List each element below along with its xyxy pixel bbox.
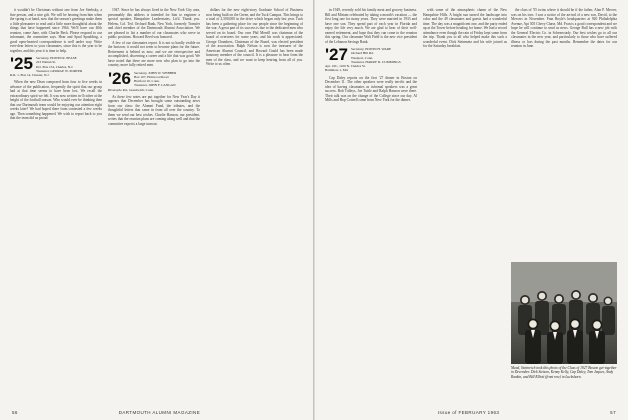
right-column-1 xyxy=(325,8,417,400)
address-line: Hartford 10, Conn. xyxy=(133,79,160,84)
left-page xyxy=(0,0,313,420)
address-line: Westport, Conn. xyxy=(350,55,373,60)
secretary-line: Secretary, EDWIN R. PEASE xyxy=(35,56,77,60)
address-line: R.R. 1, Box 14, Chester, N.J. xyxy=(10,73,50,78)
column-text: dollars for the new eight-story Graduate School of Business now being built on the Green, and the Tuck Campus. This brings to a total of 2,500,000 in the drive which began only last year. Tuck has been a gathering place for our people since the beginning of the war. A great part of its success is due to the dedicated men who served on its board. Our own Phil Merrill was chairman of the board of overseers for some years, and his work is appreciated. George Chambers, Chairman of the Board, was elected president of the association. Ralph Nelson is now the treasurer of the American Alumni Council, and Howard Gould has been made honorary member of the council. It is a pleasure to hear from the men of the class, and we want to keep hearing from all of you. Write to us often. xyxy=(206,8,303,66)
address-line: Riversyde Rd., Greenwich, Conn. xyxy=(108,87,154,92)
treasurer-line: Treasurer, JOHN F. LANGAN xyxy=(133,83,176,88)
address-line: 223 Walnut St. xyxy=(35,60,57,65)
column-text: the class of '55 twins where it should be if the father, Alan P. Mercer, was on his toes. I saw a notice of the arrival of a new son, David, to the Mercers in November. Fran Boyle's headquarters at 920 Philadelphia Avenue, Apt 505 Chevy Chase, Md. Fran is a good correspondent and we hope he will continue to send us news. George Bull has a new job with the General Electric Co. in Schenectady. Our best wishes go to all our classmates in the new year, and particularly to those who have suffered illness or loss during the past months. Remember the dates for our reunion in June. xyxy=(511,8,617,48)
address-line: Orchard Hill Rd. xyxy=(350,51,374,56)
class-year: '27 xyxy=(325,47,348,64)
page-footer xyxy=(12,410,301,415)
column-text: When the new Dean composed from four to five weeks in advance of the publication, frequently the spirit that our group had at that time seems to have been lost. We recall the extraordinary spirit we felt. It was now written in October at the height of the football season. Who would ever be thinking then that our Dartmouth team would be enjoying our attention eight weeks later? We had hoped there from contested a few weeks ago. Then something happened. We wish to report back to you that the team did us proud. xyxy=(10,80,102,121)
class-header-1926 xyxy=(108,71,200,92)
page-number: 57 xyxy=(610,410,616,415)
magazine-title: DARTMOUTH ALUMNI MAGAZINE xyxy=(118,410,201,415)
column-text: in 1949, recently sold his family meat and grocery business. Bill and Miriam celebrated by taking a month's vacation — the first long one for many years. They were married in 1933 and have one son. They spend part of each year in Florida and enjoy the life very much. We are glad to hear of their well-earned retirement, and hope that they can come to the reunion this spring. Our classmate Walt Field is the new vice president of the Lebanon Savings Bank. xyxy=(325,8,417,44)
right-column-2 xyxy=(423,8,507,400)
class-group-photo xyxy=(511,262,617,364)
secretary-line: Secretary, EDWIN H. WARE xyxy=(350,47,392,51)
address-line: P.O. Box 154, Charles, N.J. xyxy=(35,64,74,69)
column-text: Cap Daley reports on the first '27 dinner in Boston on December 11. The other speakers were really terrific and the idea of having classmates as informal speakers was a great success. Bob Tulleys, Joe Tuttle and Ralph Hanson were there. Their talk was on the change of the College since our day. Al Mills and Hop Cottrell came from New York for the dinner. xyxy=(325,75,417,103)
right-column-3 xyxy=(511,8,617,256)
treasurer-line: Treasurer, HARRY D. CUMMINGS xyxy=(350,59,401,64)
secretary-line: Secretary, JOHN W. WEBBER xyxy=(133,70,177,75)
treasurer-line: Treasurer, GEORGE W. PORTER xyxy=(35,68,83,73)
left-column-3 xyxy=(206,8,303,400)
column-text: A few of our classmates report. It is not so hardly visible on the horizon; it would not seem to become plans for the future. Retirement is behind us now, and we are retrospective and accomplished, discerning a career and a life that was good. We have noted that there are more now who plan to go into the country, more fully retired men. xyxy=(108,40,200,67)
class-header-1925 xyxy=(10,56,102,77)
issue-date: Issue of FEBRUARY 1963 xyxy=(437,410,500,415)
page-footer xyxy=(327,410,616,415)
column-text: 1947. Since he has always lived in the New York City area, presumably this address is intended for him to engineer a special speaker, Hampshire Leaderstates, Lti'd. Thank you. Helens, Col. Ted. Orchard Bank, New York, formerly Transfer and chief member of the Dartmouth Alumni Association. We are pleased to list a number of our classmates who serve in public positions. Howard Reed was honored. xyxy=(108,8,200,39)
left-column-1 xyxy=(10,8,102,400)
address-line: Box 107, Elmwood Road xyxy=(133,74,169,79)
address-line: Baltimore 1, Md. xyxy=(325,68,349,73)
column-text: As these few notes are put together for New Year's Day it appears that December has brought some outstanding news from our class: the Alumni Fund, the tributes, and the thoughtful letters that came in from all over the country. To them we send our best wishes. Charlie Hanson, our president, writes that the reunion plans are coming along well and that the committee expects a large turnout. xyxy=(108,94,200,126)
column-text: with some of the atmospheric charm of the New Hampshire Hills. A bright sun turned the landscape into color and the 49 classmates and guests had a wonderful time. The day was a magnificent one, and the party ended up at the Tower before heading for home. We had a record attendance even though the rain of Friday kept some from the trip. Thank you to all who helped make this such a wonderful event. Dick Steinmetz and his wife joined us for the Saturday breakfast. xyxy=(423,8,507,48)
class-header-1927 xyxy=(325,47,417,73)
right-page xyxy=(315,0,628,420)
page-number: 56 xyxy=(12,410,18,415)
class-year: '26 xyxy=(108,70,131,88)
photo-caption: Mead, Steinreich took this photo of the Class of 1927 Boston get-together in December. Dick Stetson, Kenny Kelly, Cap Daley, Tom Jaques, Andy Rankin, and Bill Elliott (front row) in Luckshorn. xyxy=(511,366,617,379)
class-year: '25 xyxy=(10,56,33,73)
column-text: it wouldn't be Christmas without one from Joe Sterbsky, a fine person, and a nice gift. We will be hearing from him when the spring is at hand, now that the season's greetings make them a little pleasanter to read and a little more thoughtful about the things that have happened since 1964. We'll have our 40th reunion, come June, with Charlie Beck. Please respond to our informant, the committee says. Hear and Spud Spaulding, a good open-hearted correspondence is well under way. Write ever-dear letters to your classmates, since this is the year to be together, and this year it is time to help. xyxy=(10,8,102,53)
left-column-2 xyxy=(108,8,200,400)
address-line: Apt. 10C, 1100 N. Charles St. xyxy=(325,64,366,69)
